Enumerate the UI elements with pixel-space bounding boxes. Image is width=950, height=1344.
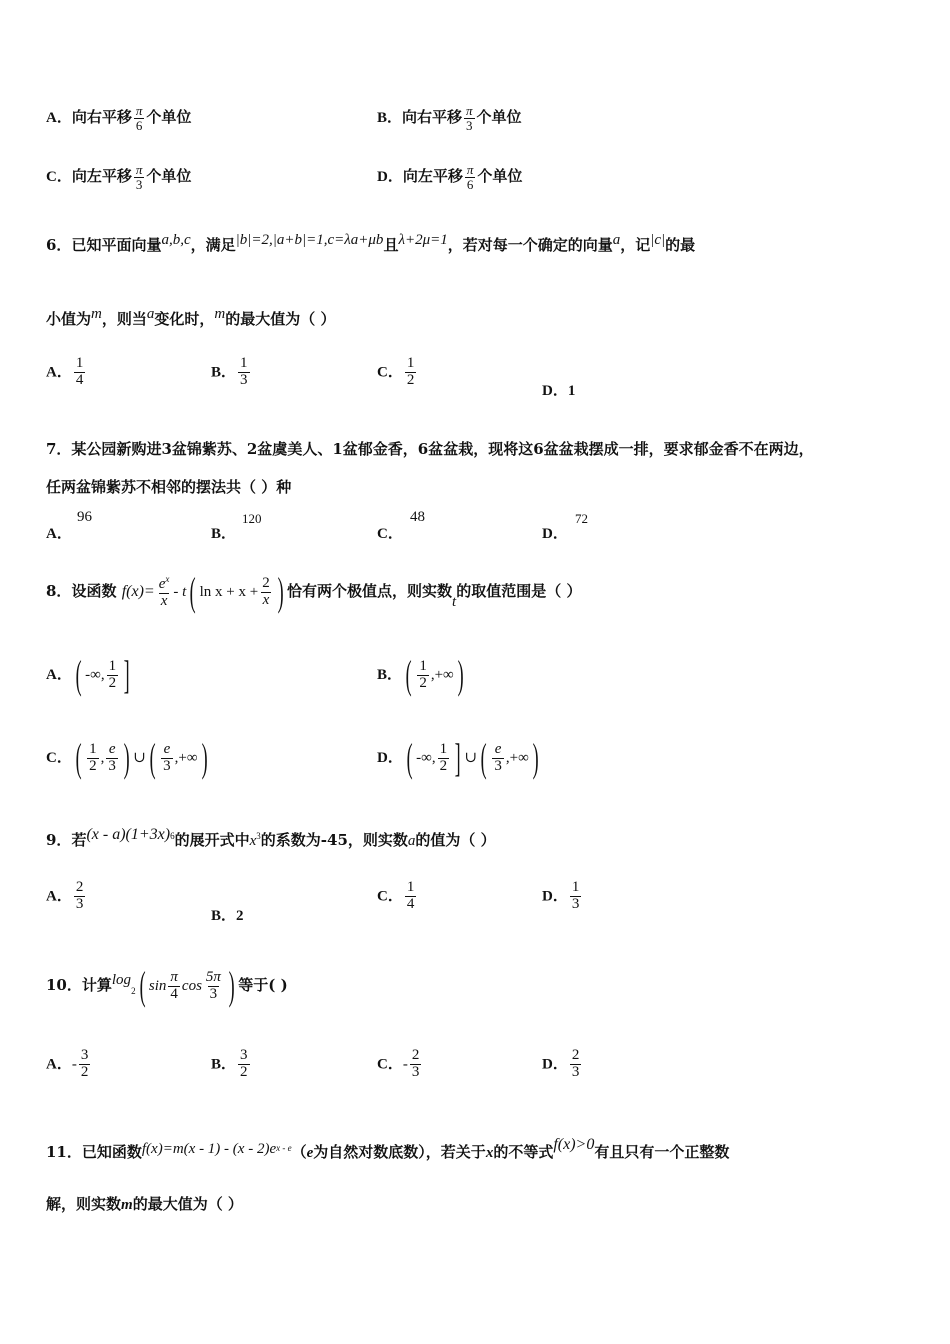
q5-option-d bbox=[377, 163, 522, 191]
q7-option-a bbox=[46, 522, 72, 543]
fraction: $\frac{2}{3}$ bbox=[571, 1047, 580, 1080]
fraction: $\frac{1}{4}$ bbox=[406, 879, 415, 912]
q8-option-a: A．( -∞, $\frac{1}{2}$ ] bbox=[46, 652, 130, 697]
option-label: B． bbox=[377, 667, 403, 683]
q10-option-c: C．- $\frac{2}{3}$ bbox=[377, 1047, 420, 1080]
option-label: B． bbox=[377, 110, 403, 127]
option-text: 个单位 bbox=[476, 108, 522, 127]
option-label: B． bbox=[211, 908, 237, 924]
q9-option-c bbox=[377, 880, 418, 913]
q6-stem-line2: 小值为m，则当a变化时，m的最大值为（ ） bbox=[46, 306, 336, 328]
fraction: $\frac{\pi}{6}$ bbox=[135, 103, 143, 133]
option-text: 向左平移 bbox=[71, 167, 132, 186]
option-label: A． bbox=[46, 888, 72, 905]
option-label: C． bbox=[46, 169, 72, 186]
q8-option-d: D．( -∞, $\frac{1}{2}$ ] ∪( $\frac{e}{3}$ ,+∞) bbox=[377, 735, 539, 780]
option-label: D． bbox=[542, 888, 568, 905]
option-label: C． bbox=[46, 750, 72, 766]
option-label: D． bbox=[542, 383, 568, 399]
fraction: $\frac{2}{3}$ bbox=[411, 1047, 420, 1080]
q10-stem: 10．计算$\log_2$( sin $\frac{\pi}{4}$ cos $\frac{5\pi}{3}$ ) 等于( ) bbox=[46, 963, 288, 1008]
option-label: C． bbox=[377, 364, 403, 381]
fraction: $\frac{2}{3}$ bbox=[75, 879, 84, 912]
option-label: B． bbox=[211, 364, 237, 381]
q9-option-d bbox=[542, 880, 583, 913]
q9-option-a bbox=[46, 880, 87, 913]
q9-option-b bbox=[211, 904, 244, 925]
option-label: B． bbox=[211, 526, 237, 542]
option-text: 个单位 bbox=[146, 108, 192, 127]
q10-option-a: A．- $\frac{3}{2}$ bbox=[46, 1047, 89, 1080]
option-label: A． bbox=[46, 667, 72, 683]
option-text: 向左平移 bbox=[402, 167, 463, 186]
option-text: 个单位 bbox=[146, 167, 192, 186]
fraction: $\frac{\pi}{6}$ bbox=[466, 162, 474, 192]
option-label: D． bbox=[542, 1056, 568, 1073]
option-label: D． bbox=[542, 526, 568, 542]
option-label: A． bbox=[46, 526, 72, 542]
q9-stem: 9．若$(x - a)(1+3x)^6$的展开式中$x^3$的系数为-45，则实数a的值为（ ） bbox=[46, 826, 496, 849]
option-label: D． bbox=[377, 169, 403, 186]
q7-option-a-value: 96 bbox=[77, 509, 92, 525]
fraction: $\frac{3}{2}$ bbox=[240, 1047, 248, 1080]
option-label: C． bbox=[377, 526, 403, 542]
fraction: $\frac{\pi}{4}$ bbox=[170, 968, 178, 1002]
q7-option-d bbox=[542, 522, 568, 543]
q5-option-b bbox=[377, 104, 522, 132]
q6-option-b bbox=[211, 356, 252, 389]
q8-option-b: B．( $\frac{1}{2}$ ,+∞) bbox=[377, 652, 464, 697]
q6-option-a bbox=[46, 356, 87, 389]
q7-option-b-value: 120 bbox=[242, 511, 262, 526]
q11-stem-line1: 11．已知函数$f(x)=m(x - 1) - (x - 2)e^{x - e}(e$为自然对数底数），若关于x的不等式f(x)>0有且只有一个正整数 bbox=[46, 1136, 730, 1161]
fraction: $\frac{1}{3}$ bbox=[571, 879, 580, 912]
fraction: $\frac{1}{2}$ bbox=[406, 355, 415, 388]
fraction: $\frac{e}{3}$ bbox=[494, 740, 502, 774]
option-label: A． bbox=[46, 1056, 72, 1073]
q7-option-c bbox=[377, 522, 403, 543]
q7-option-c-value: 48 bbox=[410, 509, 425, 525]
q5-option-c bbox=[46, 163, 191, 191]
fraction: $\frac{e}{3}$ bbox=[163, 740, 171, 774]
q8-option-c: C．( $\frac{1}{2}$ , $\frac{e}{3}$ ) ∪( $\frac{e}{3}$ ,+∞) bbox=[46, 735, 208, 780]
fraction: $\frac{5\pi}{3}$ bbox=[205, 968, 221, 1002]
fraction: $\frac{2}{x}$ bbox=[262, 574, 270, 608]
fraction: $\frac{\pi}{3}$ bbox=[135, 162, 143, 192]
q7-stem-line2: 任两盆锦紫苏不相邻的摆法共（ ）种 bbox=[46, 478, 292, 496]
option-label: C． bbox=[377, 1056, 403, 1073]
q8-stem: 8．设函数 f(x)= $\frac{e^x}{x}$ - t( ln x + x + $\frac{2}{x}$ ) 恰有两个极值点，则实数t的取值范围是（ ） bbox=[46, 569, 582, 614]
fraction: $\frac{3}{2}$ bbox=[80, 1047, 89, 1080]
q10-option-b bbox=[211, 1048, 252, 1081]
q7-option-b bbox=[211, 522, 236, 543]
option-value: 2 bbox=[236, 908, 244, 924]
fraction: $\frac{1}{2}$ bbox=[108, 657, 117, 691]
option-text: 向右平移 bbox=[71, 108, 132, 127]
q6-option-d bbox=[542, 379, 575, 400]
option-label: C． bbox=[377, 888, 403, 905]
q7-option-d-value: 72 bbox=[575, 511, 588, 526]
fraction: $\frac{1}{4}$ bbox=[75, 355, 84, 388]
fraction: $\frac{1}{3}$ bbox=[240, 355, 248, 388]
option-value: 1 bbox=[567, 383, 576, 399]
fraction: $\frac{e^x}{x}$ bbox=[158, 573, 170, 609]
option-label: B． bbox=[211, 1056, 237, 1073]
fraction: $\frac{1}{2}$ bbox=[419, 657, 427, 691]
q6-option-c bbox=[377, 356, 418, 389]
q6-stem-line1: 6．已知平面向量a,b,c，满足|b|=2,|a+b|=1,c=λa+μb且λ+2μ=1，若对每一个确定的向量a，记|c|的最 bbox=[46, 232, 696, 254]
fraction: $\frac{\pi}{3}$ bbox=[466, 103, 473, 133]
option-text: 个单位 bbox=[477, 167, 523, 186]
option-label: A． bbox=[46, 364, 72, 381]
option-text: 向右平移 bbox=[402, 108, 463, 127]
option-label: D． bbox=[377, 750, 403, 766]
q5-option-a bbox=[46, 104, 191, 132]
fraction: $\frac{e}{3}$ bbox=[108, 740, 116, 774]
option-label: A． bbox=[46, 110, 72, 127]
q10-option-d bbox=[542, 1048, 583, 1081]
q11-stem-line2: 解，则实数m的最大值为（ ） bbox=[46, 1195, 243, 1213]
fraction: $\frac{1}{2}$ bbox=[89, 740, 97, 774]
q7-stem-line1: 7．某公园新购进3盆锦紫苏、2盆虞美人、1盆郁金香，6盆盆栽，现将这6盆盆栽摆成一排，要求郁金香不在两边， bbox=[46, 440, 814, 458]
fraction: $\frac{1}{2}$ bbox=[439, 740, 448, 774]
